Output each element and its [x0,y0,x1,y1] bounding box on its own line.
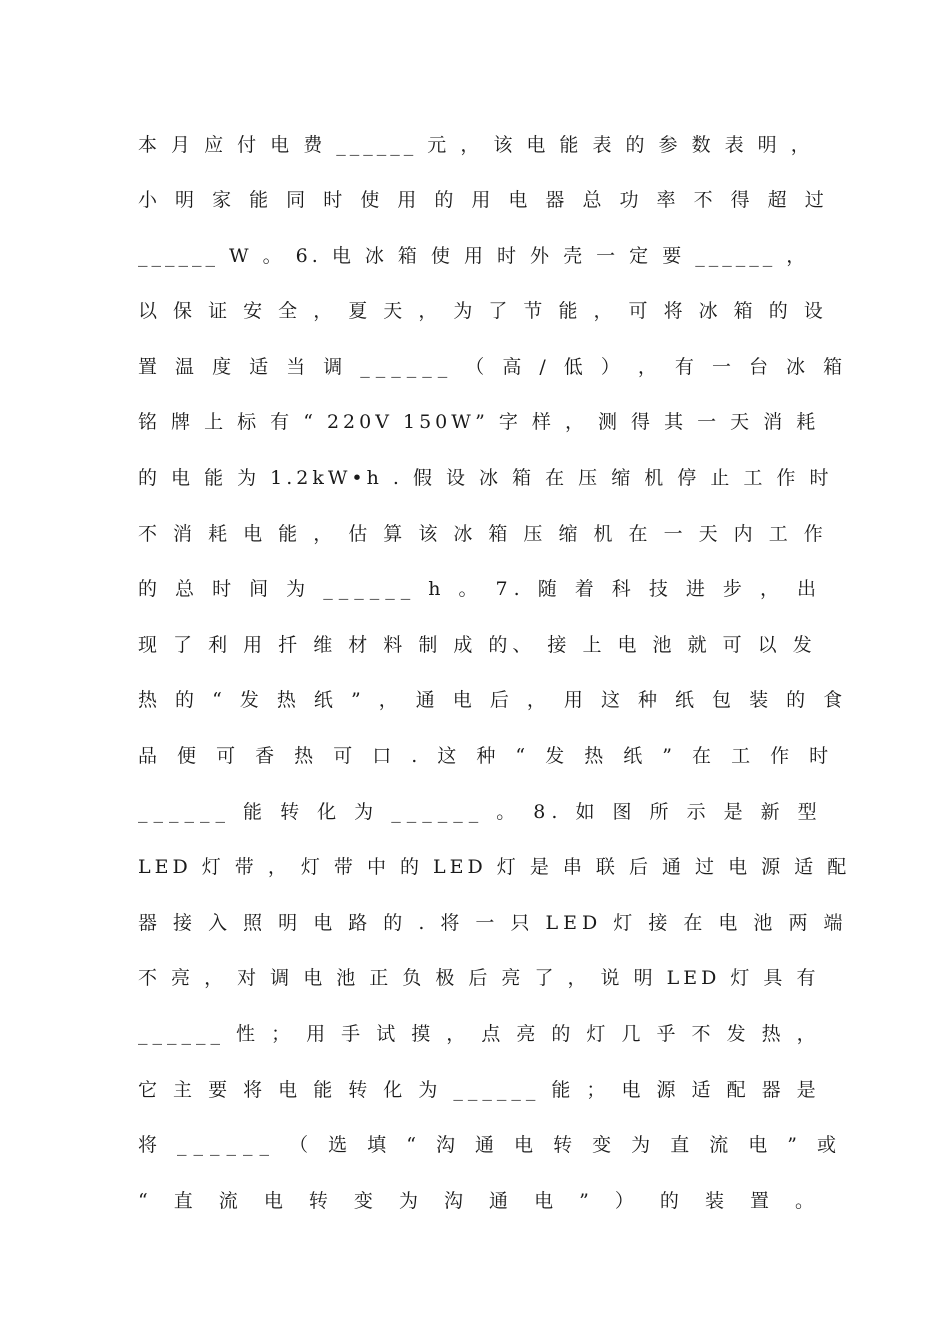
text-line: 以 保 证 安 全 ， 夏 天 ， 为 了 节 能 ， 可 将 冰 箱 的 设 [138,300,828,322]
text-line: ______ 能 转 化 为 ______ 。 8. 如 图 所 示 是 新 型 [138,801,823,823]
text-line: 现 了 利 用 扦 维 材 料 制 成 的、 接 上 电 池 就 可 以 发 [138,634,817,656]
text-line: “ 直 流 电 转 变 为 沟 通 电 ” ） 的 装 置 。 [138,1190,825,1212]
text-line: 将 ______ （ 选 填 “ 沟 通 电 转 变 为 直 流 电 ” 或 [138,1134,844,1156]
text-line: 它 主 要 将 电 能 转 化 为 ______ 能 ； 电 源 适 配 器 是 [138,1079,821,1101]
text-line: 的 总 时 间 为 ______ h 。 7. 随 着 科 技 进 步 ， 出 [138,578,822,600]
text-line: 置 温 度 适 当 调 ______ （ 高 / 低 ） ， 有 一 台 冰 箱 [138,356,849,378]
text-line: 品 便 可 香 热 可 口 . 这 种 “ 发 热 纸 ” 在 工 作 时 [138,745,836,767]
text-line: ______ W 。 6. 电 冰 箱 使 用 时 外 壳 一 定 要 ______ ， [138,245,810,267]
text-line: 的 电 能 为 1.2kW•h . 假 设 冰 箱 在 压 缩 机 停 止 工 作 时 [138,467,833,489]
text-line: ______ 性 ； 用 手 试 摸 ， 点 亮 的 灯 几 乎 不 发 热 ， [138,1023,821,1045]
text-line: 器 接 入 照 明 电 路 的 . 将 一 只 LED 灯 接 在 电 池 两 端 [138,912,848,934]
text-line: 不 消 耗 电 能 ， 估 算 该 冰 箱 压 缩 机 在 一 天 内 工 作 [138,523,828,545]
text-line: 不 亮 ， 对 调 电 池 正 负 极 后 亮 了 ， 说 明 LED 灯 具 有 [138,967,820,989]
text-line: 小 明 家 能 同 时 使 用 的 用 电 器 总 功 率 不 得 超 过 [138,189,830,211]
text-line: 本 月 应 付 电 费 ______ 元 ， 该 电 能 表 的 参 数 表 明 ， [138,134,814,156]
text-line: 热 的 “ 发 热 纸 ” ， 通 电 后 ， 用 这 种 纸 包 装 的 食 [138,689,849,711]
text-line: LED 灯 带 ， 灯 带 中 的 LED 灯 是 串 联 后 通 过 电 源 适 配 [138,856,851,878]
text-line: 铭 牌 上 标 有 “ 220V 150W” 字 样 ， 测 得 其 一 天 消 耗 [138,411,820,433]
